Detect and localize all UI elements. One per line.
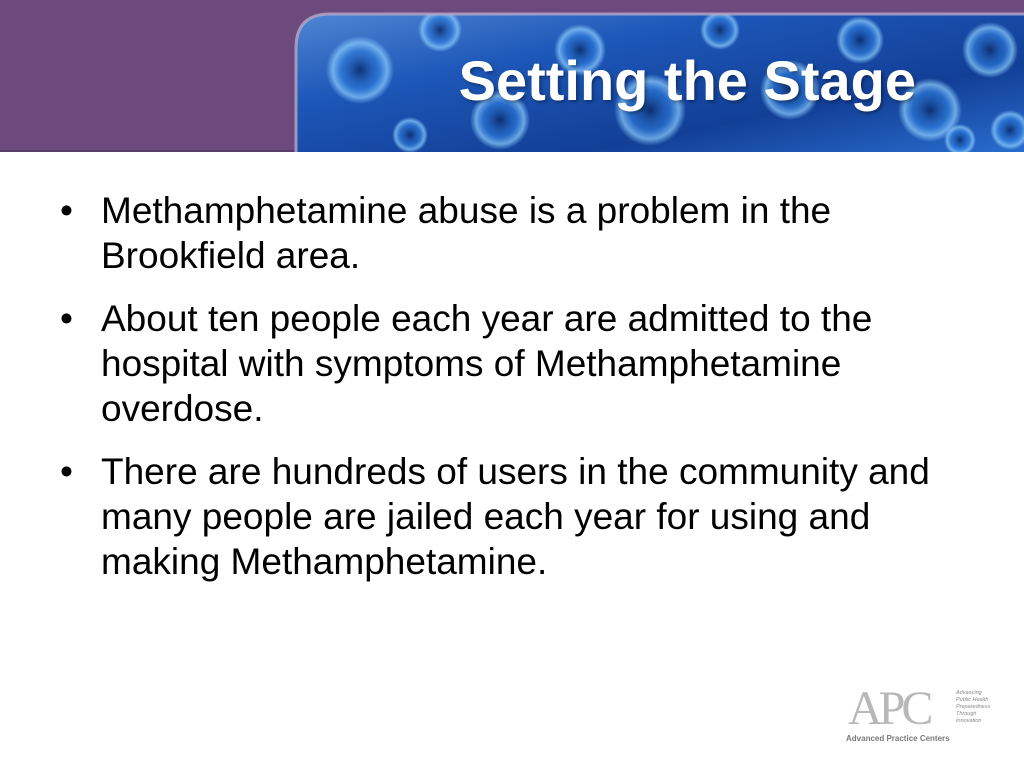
bullet-icon: • (60, 298, 73, 339)
logo-tagline-line: Public Health (956, 697, 989, 703)
logo-tagline-line: Innovation (956, 718, 982, 724)
logo-tagline (956, 690, 1000, 725)
bullet-item (58, 188, 938, 278)
bullet-icon: • (60, 451, 73, 492)
logo-name: Advanced Practice Centers (846, 734, 950, 743)
bullet-item (58, 449, 938, 584)
logo-letters: APC (848, 682, 930, 735)
logo-tagline-line: Advancing (956, 690, 982, 696)
logo-tagline-line: Through (956, 711, 977, 717)
logo-tagline-line: Preparedness (956, 704, 991, 710)
slide-header (0, 0, 1024, 152)
bullet-text: Methamphetamine abuse is a problem in the Brookfield area. (101, 190, 832, 276)
apc-logo (846, 684, 996, 748)
bullet-text: About ten people each year are admitted to the hospital with symptoms of Methamphetamine overdose. (101, 298, 873, 429)
slide-title: Setting the Stage (458, 49, 916, 112)
bullet-item (58, 296, 938, 431)
bullet-text: There are hundreds of users in the community and many people are jailed each year for using and making Methamphetamine. (101, 451, 930, 582)
bullet-icon: • (60, 190, 73, 231)
bullet-list (58, 188, 938, 602)
